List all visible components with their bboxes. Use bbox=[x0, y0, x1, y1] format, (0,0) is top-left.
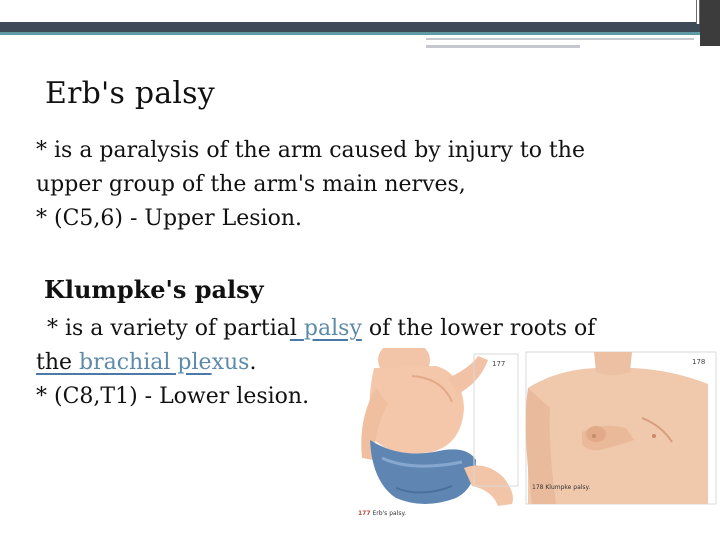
klumpke-title: Klumpke's palsy bbox=[44, 275, 264, 304]
klumpke-line-2-text-c: xus bbox=[211, 350, 250, 375]
left-figure-number: 177 bbox=[492, 360, 506, 368]
erb-line-1: * is a paralysis of the arm caused by injury to the bbox=[36, 138, 585, 163]
palsy-link[interactable]: palsy bbox=[303, 316, 362, 341]
right-figure-number: 178 bbox=[692, 358, 706, 366]
klumpke-line-1-text-b: l bbox=[289, 316, 304, 341]
klumpke-line-2-text-a: the bbox=[36, 350, 73, 375]
header-rule-2 bbox=[426, 45, 580, 48]
palsy-figure bbox=[352, 348, 720, 540]
erb-line-2: upper group of the arm's main nerves, bbox=[36, 172, 466, 197]
klumpke-palsy-image bbox=[522, 348, 720, 508]
header-rule-1 bbox=[426, 38, 694, 40]
klumpke-line-2 bbox=[36, 346, 256, 380]
brachial-plexus-link[interactable]: brachial ple bbox=[72, 350, 212, 375]
klumpke-line-1-text-a: * is a variety of partia bbox=[40, 316, 290, 341]
header-band bbox=[0, 0, 720, 24]
left-figure-caption bbox=[358, 510, 406, 517]
header-bar-dark bbox=[0, 22, 700, 32]
erb-palsy-image bbox=[352, 348, 522, 524]
left-caption-text: Erb's palsy. bbox=[370, 510, 407, 517]
right-figure-caption: 178 Klumpke palsy. bbox=[532, 484, 591, 491]
klumpke-line-1 bbox=[40, 312, 595, 346]
header-corner-block bbox=[700, 0, 720, 46]
klumpke-line-1-text-d: of the lower roots of bbox=[361, 316, 596, 341]
header-bar-teal bbox=[0, 32, 700, 35]
erb-title: Erb's palsy bbox=[45, 76, 215, 111]
left-caption-number: 177 bbox=[358, 510, 371, 517]
erb-line-3: * (C5,6) - Upper Lesion. bbox=[36, 206, 302, 231]
klumpke-line-2-text-d: . bbox=[249, 350, 257, 375]
klumpke-line-3: * (C8,T1) - Lower lesion. bbox=[36, 384, 310, 409]
erb-infant-illustration bbox=[352, 348, 522, 524]
